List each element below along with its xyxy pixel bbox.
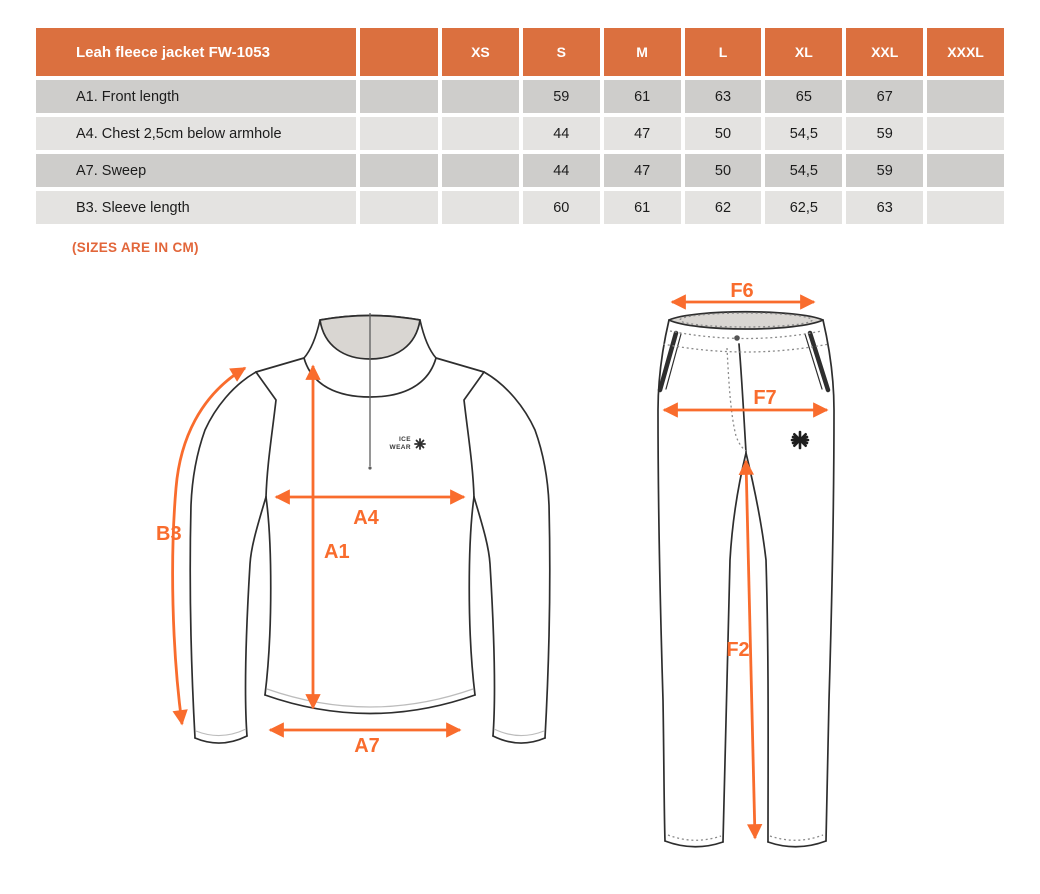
table-cell (442, 80, 519, 113)
size-table (36, 28, 1004, 224)
table-cell: 63 (685, 80, 762, 113)
table-cell (442, 191, 519, 224)
table-cell (442, 154, 519, 187)
sizes-unit-note: (SIZES ARE IN CM) (72, 240, 199, 255)
svg-text:ICE: ICE (398, 436, 411, 443)
table-cell (360, 80, 438, 113)
table-cell: 50 (685, 117, 762, 150)
table-cell: 62,5 (765, 191, 842, 224)
size-col-s: S (523, 28, 600, 76)
pants-waist-opening (669, 312, 823, 329)
table-cell (927, 117, 1004, 150)
table-cell: 59 (523, 80, 600, 113)
table-cell: 54,5 (765, 154, 842, 187)
size-col-m: M (604, 28, 681, 76)
table-cell (927, 191, 1004, 224)
row-label-a7: A7. Sweep (36, 154, 356, 187)
f7-label: F7 (753, 387, 777, 409)
table-cell: 63 (846, 191, 923, 224)
f6-label: F6 (730, 280, 754, 302)
table-cell (927, 154, 1004, 187)
pants-diagram (630, 280, 910, 880)
table-cell (360, 117, 438, 150)
size-col-blank (360, 28, 438, 76)
icewear-logo (390, 436, 425, 451)
table-title: Leah fleece jacket FW-1053 (36, 28, 356, 76)
snowflake-icon (415, 439, 425, 449)
table-cell: 61 (604, 191, 681, 224)
table-cell: 44 (523, 117, 600, 150)
row-label-a1: A1. Front length (36, 80, 356, 113)
svg-text:WEAR: WEAR (389, 444, 411, 451)
table-cell: 59 (846, 154, 923, 187)
table-cell (442, 117, 519, 150)
table-cell: 65 (765, 80, 842, 113)
pocket-right (810, 333, 828, 390)
b3-label: B3 (156, 523, 182, 545)
size-col-xs: XS (442, 28, 519, 76)
table-cell: 59 (846, 117, 923, 150)
size-col-xxl: XXL (846, 28, 923, 76)
waist-button (734, 335, 740, 341)
table-cell (360, 154, 438, 187)
table-cell: 60 (523, 191, 600, 224)
table-cell: 47 (604, 117, 681, 150)
table-cell: 54,5 (765, 117, 842, 150)
table-cell (927, 80, 1004, 113)
table-cell (360, 191, 438, 224)
a4-label: A4 (353, 507, 379, 529)
table-cell: 47 (604, 154, 681, 187)
snowflake-icon (792, 432, 808, 448)
jacket-diagram (130, 300, 590, 780)
table-cell: 50 (685, 154, 762, 187)
row-label-a4: A4. Chest 2,5cm below armhole (36, 117, 356, 150)
size-col-xl: XL (765, 28, 842, 76)
f2-label: F2 (726, 639, 750, 661)
table-cell: 67 (846, 80, 923, 113)
table-cell: 44 (523, 154, 600, 187)
table-cell: 62 (685, 191, 762, 224)
size-col-xxxl: XXXL (927, 28, 1004, 76)
table-cell: 61 (604, 80, 681, 113)
row-label-b3: B3. Sleeve length (36, 191, 356, 224)
a7-label: A7 (354, 735, 380, 757)
a1-label: A1 (324, 541, 350, 563)
size-col-l: L (685, 28, 762, 76)
